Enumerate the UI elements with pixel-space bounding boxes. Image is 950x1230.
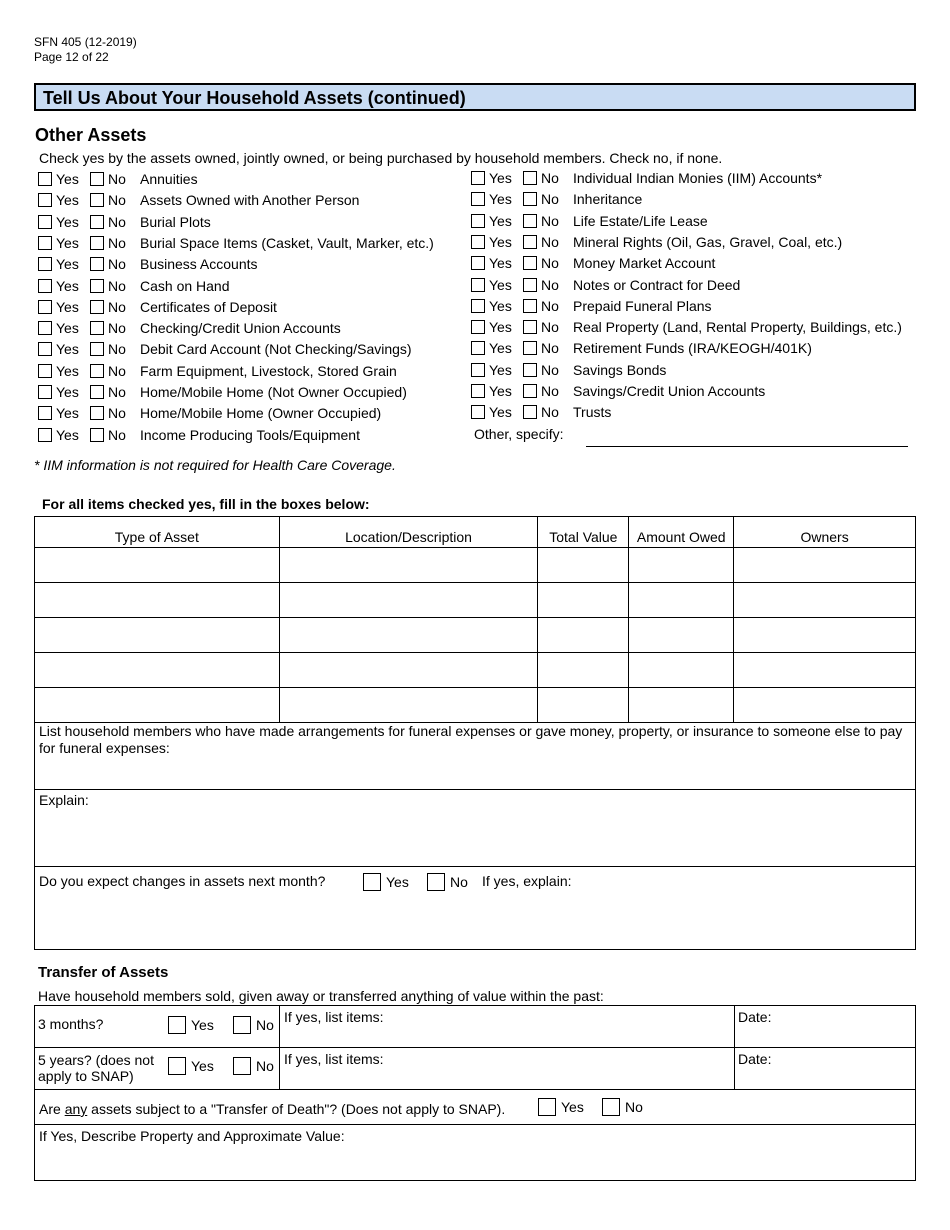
iim-footnote: * IIM information is not required for Health Care Coverage. [34, 457, 396, 473]
asset-label: Money Market Account [573, 255, 716, 272]
transfer-5-years-yes-label: Yes [191, 1058, 214, 1074]
asset-no-checkbox[interactable] [523, 278, 537, 292]
table-cell-input[interactable] [279, 548, 538, 583]
asset-row [471, 381, 765, 401]
asset-row [471, 253, 715, 273]
transfer-of-death-question: Are any assets subject to a "Transfer of Death"? (Does not apply to SNAP). [39, 1101, 506, 1117]
asset-no-checkbox[interactable] [90, 172, 104, 186]
asset-no-checkbox[interactable] [523, 256, 537, 270]
asset-no-checkbox[interactable] [90, 342, 104, 356]
asset-row [471, 232, 842, 252]
asset-yes-label: Yes [489, 170, 512, 186]
describe-property-field[interactable] [34, 1124, 916, 1181]
asset-no-label: No [108, 298, 126, 315]
changes-if-yes-label: If yes, explain: [482, 873, 572, 889]
col-type-of-asset: Type of Asset [35, 517, 280, 548]
other-assets-heading: Other Assets [35, 125, 147, 145]
asset-yes-label: Yes [489, 191, 512, 208]
asset-yes-label: Yes [56, 234, 79, 251]
asset-yes-label: Yes [489, 361, 512, 378]
asset-no-label: No [541, 319, 559, 336]
transfer-3-months-items-field[interactable] [279, 1005, 735, 1048]
table-cell-input[interactable] [279, 653, 538, 688]
asset-yes-checkbox[interactable] [471, 214, 485, 228]
asset-no-label: No [541, 361, 559, 378]
asset-no-checkbox[interactable] [90, 300, 104, 314]
page-number: Page 12 of 22 [34, 50, 109, 64]
asset-yes-checkbox[interactable] [38, 300, 52, 314]
transfer-3-months-yes-label: Yes [191, 1017, 214, 1033]
transfer-of-death-yes-checkbox[interactable] [538, 1098, 556, 1116]
asset-no-label: No [108, 426, 126, 443]
asset-label: Real Property (Land, Rental Property, Buildings, etc.) [573, 319, 902, 336]
asset-row [38, 339, 412, 359]
asset-yes-label: Yes [56, 171, 79, 187]
asset-yes-checkbox[interactable] [471, 235, 485, 249]
transfer-3-months-no-label: No [256, 1017, 274, 1033]
changes-yes-label: Yes [386, 874, 409, 890]
table-cell-input[interactable] [629, 583, 734, 618]
asset-no-label: No [108, 341, 126, 358]
transfer-of-death-no-label: No [625, 1099, 643, 1115]
transfer-3-months-date-field[interactable] [734, 1005, 916, 1048]
asset-no-checkbox[interactable] [90, 364, 104, 378]
asset-no-checkbox[interactable] [90, 236, 104, 250]
asset-row [38, 212, 211, 232]
transfer-5-years-no-checkbox[interactable] [233, 1057, 251, 1075]
transfer-of-death-row [34, 1089, 916, 1125]
table-cell-input[interactable] [629, 618, 734, 653]
table-cell-input[interactable] [734, 618, 916, 653]
asset-no-label: No [541, 170, 559, 186]
asset-no-label: No [108, 192, 126, 209]
asset-yes-label: Yes [489, 276, 512, 293]
table-cell-input[interactable] [538, 583, 629, 618]
asset-yes-label: Yes [56, 256, 79, 273]
asset-row [38, 403, 381, 423]
asset-label: Checking/Credit Union Accounts [140, 320, 341, 337]
col-amount-owed: Amount Owed [629, 517, 734, 548]
asset-row [38, 361, 397, 381]
asset-no-label: No [541, 233, 559, 250]
table-cell-input[interactable] [734, 583, 916, 618]
asset-no-checkbox[interactable] [90, 215, 104, 229]
asset-row [471, 211, 708, 231]
asset-no-checkbox[interactable] [90, 385, 104, 399]
transfer-5-years-label: 5 years? (does not apply to SNAP) [38, 1052, 154, 1084]
transfer-of-death-no-checkbox[interactable] [602, 1098, 620, 1116]
asset-yes-checkbox[interactable] [471, 341, 485, 355]
table-cell-input[interactable] [279, 618, 538, 653]
asset-no-label: No [541, 383, 559, 399]
asset-yes-label: Yes [489, 255, 512, 272]
form-id: SFN 405 (12-2019) [34, 35, 137, 49]
table-cell-input[interactable] [279, 688, 538, 723]
transfer-heading: Transfer of Assets [38, 964, 169, 981]
asset-label: Savings Bonds [573, 361, 667, 378]
asset-yes-label: Yes [489, 212, 512, 229]
funeral-arrangements-field[interactable] [34, 719, 916, 790]
asset-yes-label: Yes [489, 383, 512, 399]
asset-yes-checkbox[interactable] [471, 299, 485, 313]
asset-row [471, 168, 822, 188]
asset-yes-label: Yes [56, 320, 79, 337]
asset-no-checkbox[interactable] [523, 384, 537, 398]
asset-no-label: No [108, 256, 126, 273]
asset-no-checkbox[interactable] [523, 192, 537, 206]
asset-yes-label: Yes [489, 404, 512, 421]
asset-row [471, 360, 666, 380]
table-cell-input[interactable] [538, 618, 629, 653]
asset-no-checkbox[interactable] [90, 279, 104, 293]
asset-row [471, 317, 902, 337]
other-specify-label: Other, specify: [474, 426, 564, 442]
table-cell-input[interactable] [35, 653, 280, 688]
asset-changes-box [34, 866, 916, 950]
col-location-description: Location/Description [279, 517, 538, 548]
table-row [35, 653, 916, 688]
table-row [35, 688, 916, 723]
asset-yes-checkbox[interactable] [38, 364, 52, 378]
transfer-5-years-date-label: Date: [738, 1051, 772, 1067]
asset-label: Business Accounts [140, 256, 258, 273]
asset-yes-label: Yes [56, 426, 79, 443]
other-specify-input[interactable] [586, 444, 908, 447]
asset-yes-checkbox[interactable] [471, 363, 485, 377]
asset-row [471, 275, 740, 295]
asset-row [38, 297, 277, 317]
asset-yes-label: Yes [56, 192, 79, 209]
transfer-3-months-label: 3 months? [38, 1016, 104, 1032]
asset-row [38, 425, 360, 445]
asset-row [471, 189, 642, 209]
asset-label: Income Producing Tools/Equipment [140, 426, 360, 443]
asset-no-checkbox[interactable] [523, 363, 537, 377]
asset-yes-checkbox[interactable] [38, 428, 52, 442]
transfer-of-death-yes-label: Yes [561, 1099, 584, 1115]
asset-row [38, 254, 258, 274]
asset-yes-label: Yes [56, 341, 79, 358]
asset-yes-checkbox[interactable] [471, 405, 485, 419]
transfer-5-years-no-label: No [256, 1058, 274, 1074]
asset-label: Inheritance [573, 191, 643, 208]
table-cell-input[interactable] [35, 618, 280, 653]
asset-yes-label: Yes [489, 319, 512, 336]
asset-row [38, 276, 230, 296]
asset-no-label: No [541, 404, 559, 421]
asset-yes-label: Yes [56, 362, 79, 379]
asset-yes-checkbox[interactable] [38, 193, 52, 207]
asset-yes-checkbox[interactable] [38, 215, 52, 229]
asset-no-label: No [108, 277, 126, 294]
asset-label: Savings/Credit Union Accounts [573, 383, 766, 399]
asset-no-checkbox[interactable] [523, 299, 537, 313]
asset-yes-checkbox[interactable] [38, 236, 52, 250]
transfer-question: Have household members sold, given away or transferred anything of value within the past: [38, 988, 604, 1004]
asset-row [38, 318, 341, 338]
asset-no-label: No [541, 297, 559, 314]
table-cell-input[interactable] [629, 688, 734, 723]
asset-yes-label: Yes [56, 277, 79, 294]
asset-yes-checkbox[interactable] [471, 278, 485, 292]
table-cell-input[interactable] [35, 688, 280, 723]
describe-property-label: If Yes, Describe Property and Approximate Value: [39, 1128, 345, 1144]
asset-label: Debit Card Account (Not Checking/Savings) [140, 341, 412, 358]
asset-label: Home/Mobile Home (Owner Occupied) [140, 405, 382, 422]
asset-label: Trusts [573, 404, 612, 421]
table-row [35, 618, 916, 653]
transfer-5-years-items-label: If yes, list items: [284, 1051, 384, 1067]
table-row [35, 548, 916, 583]
funeral-prompt: List household members who have made arrangements for funeral expenses or gave money, property, or insurance to someone else to pay for funeral expenses: [39, 723, 903, 756]
asset-label: Assets Owned with Another Person [140, 192, 360, 209]
transfer-3-months-cell [34, 1005, 280, 1048]
asset-label: Prepaid Funeral Plans [573, 297, 712, 314]
table-cell-input[interactable] [35, 548, 280, 583]
asset-label: Individual Indian Monies (IIM) Accounts* [573, 170, 823, 186]
asset-yes-label: Yes [56, 213, 79, 230]
asset-no-label: No [108, 171, 126, 187]
asset-yes-checkbox[interactable] [38, 342, 52, 356]
asset-row [38, 382, 407, 402]
asset-yes-checkbox[interactable] [471, 320, 485, 334]
asset-yes-checkbox[interactable] [38, 172, 52, 186]
asset-label: Annuities [140, 171, 198, 187]
asset-yes-checkbox[interactable] [471, 171, 485, 185]
asset-no-checkbox[interactable] [523, 214, 537, 228]
asset-label: Mineral Rights (Oil, Gas, Gravel, Coal, etc.) [573, 233, 843, 250]
table-cell-input[interactable] [538, 653, 629, 688]
asset-no-label: No [541, 212, 559, 229]
asset-yes-label: Yes [489, 233, 512, 250]
table-row [35, 583, 916, 618]
table-cell-input[interactable] [538, 688, 629, 723]
transfer-5-years-cell [34, 1047, 280, 1090]
asset-no-label: No [108, 234, 126, 251]
asset-yes-checkbox[interactable] [38, 385, 52, 399]
changes-no-label: No [450, 874, 468, 890]
asset-row [471, 402, 611, 422]
asset-no-label: No [541, 340, 559, 357]
asset-no-label: No [541, 191, 559, 208]
asset-no-checkbox[interactable] [90, 257, 104, 271]
asset-yes-checkbox[interactable] [38, 257, 52, 271]
table-cell-input[interactable] [35, 583, 280, 618]
asset-yes-checkbox[interactable] [471, 384, 485, 398]
asset-row [471, 296, 712, 316]
table-cell-input[interactable] [734, 653, 916, 688]
transfer-3-months-date-label: Date: [738, 1009, 772, 1025]
asset-no-checkbox[interactable] [523, 235, 537, 249]
funeral-explain-field[interactable] [34, 789, 916, 867]
section-banner: Tell Us About Your Household Assets (continued) [34, 83, 916, 111]
transfer-5-years-items-field[interactable] [279, 1047, 735, 1090]
asset-yes-checkbox[interactable] [471, 192, 485, 206]
asset-yes-checkbox[interactable] [38, 321, 52, 335]
asset-label: Life Estate/Life Lease [573, 212, 708, 229]
asset-label: Cash on Hand [140, 277, 230, 294]
other-assets-instructions: Check yes by the assets owned, jointly owned, or being purchased by household members. Check no, if none. [39, 150, 723, 166]
asset-no-label: No [108, 320, 126, 337]
transfer-5-years-yes-checkbox[interactable] [168, 1057, 186, 1075]
asset-row [38, 169, 198, 189]
asset-label: Notes or Contract for Deed [573, 276, 741, 293]
asset-no-label: No [108, 405, 126, 422]
asset-table-intro: For all items checked yes, fill in the boxes below: [42, 496, 370, 512]
asset-changes-question: Do you expect changes in assets next month? [39, 873, 326, 889]
asset-no-checkbox[interactable] [523, 341, 537, 355]
transfer-5-years-date-field[interactable] [734, 1047, 916, 1090]
changes-yes-checkbox[interactable] [363, 873, 381, 891]
asset-yes-label: Yes [56, 384, 79, 400]
asset-label: Home/Mobile Home (Not Owner Occupied) [140, 384, 407, 400]
asset-label: Farm Equipment, Livestock, Stored Grain [140, 362, 397, 379]
table-cell-input[interactable] [629, 548, 734, 583]
col-total-value: Total Value [538, 517, 629, 548]
asset-yes-checkbox[interactable] [38, 406, 52, 420]
asset-no-checkbox[interactable] [523, 171, 537, 185]
table-cell-input[interactable] [279, 583, 538, 618]
asset-yes-label: Yes [56, 298, 79, 315]
table-cell-input[interactable] [538, 548, 629, 583]
asset-no-label: No [541, 255, 559, 272]
asset-yes-label: Yes [489, 297, 512, 314]
asset-yes-label: Yes [489, 340, 512, 357]
table-cell-input[interactable] [734, 688, 916, 723]
asset-no-checkbox[interactable] [523, 320, 537, 334]
asset-row [471, 338, 812, 358]
asset-label: Certificates of Deposit [140, 298, 277, 315]
asset-yes-label: Yes [56, 405, 79, 422]
transfer-3-months-items-label: If yes, list items: [284, 1009, 384, 1025]
asset-no-checkbox[interactable] [90, 428, 104, 442]
asset-row [38, 190, 359, 210]
changes-no-checkbox[interactable] [427, 873, 445, 891]
table-cell-input[interactable] [734, 548, 916, 583]
funeral-explain-label: Explain: [39, 792, 89, 808]
transfer-3-months-no-checkbox[interactable] [233, 1016, 251, 1034]
asset-no-label: No [108, 384, 126, 400]
asset-no-checkbox[interactable] [90, 321, 104, 335]
asset-no-checkbox[interactable] [90, 406, 104, 420]
col-owners: Owners [734, 517, 916, 548]
transfer-3-months-yes-checkbox[interactable] [168, 1016, 186, 1034]
asset-no-checkbox[interactable] [90, 193, 104, 207]
table-cell-input[interactable] [629, 653, 734, 688]
asset-no-label: No [108, 362, 126, 379]
asset-yes-checkbox[interactable] [471, 256, 485, 270]
asset-no-label: No [541, 276, 559, 293]
asset-no-checkbox[interactable] [523, 405, 537, 419]
asset-yes-checkbox[interactable] [38, 279, 52, 293]
asset-label: Burial Space Items (Casket, Vault, Marker, etc.) [140, 234, 434, 251]
asset-label: Retirement Funds (IRA/KEOGH/401K) [573, 340, 812, 357]
asset-no-label: No [108, 213, 126, 230]
asset-table [34, 516, 916, 723]
asset-row [38, 233, 434, 253]
asset-label: Burial Plots [140, 213, 211, 230]
